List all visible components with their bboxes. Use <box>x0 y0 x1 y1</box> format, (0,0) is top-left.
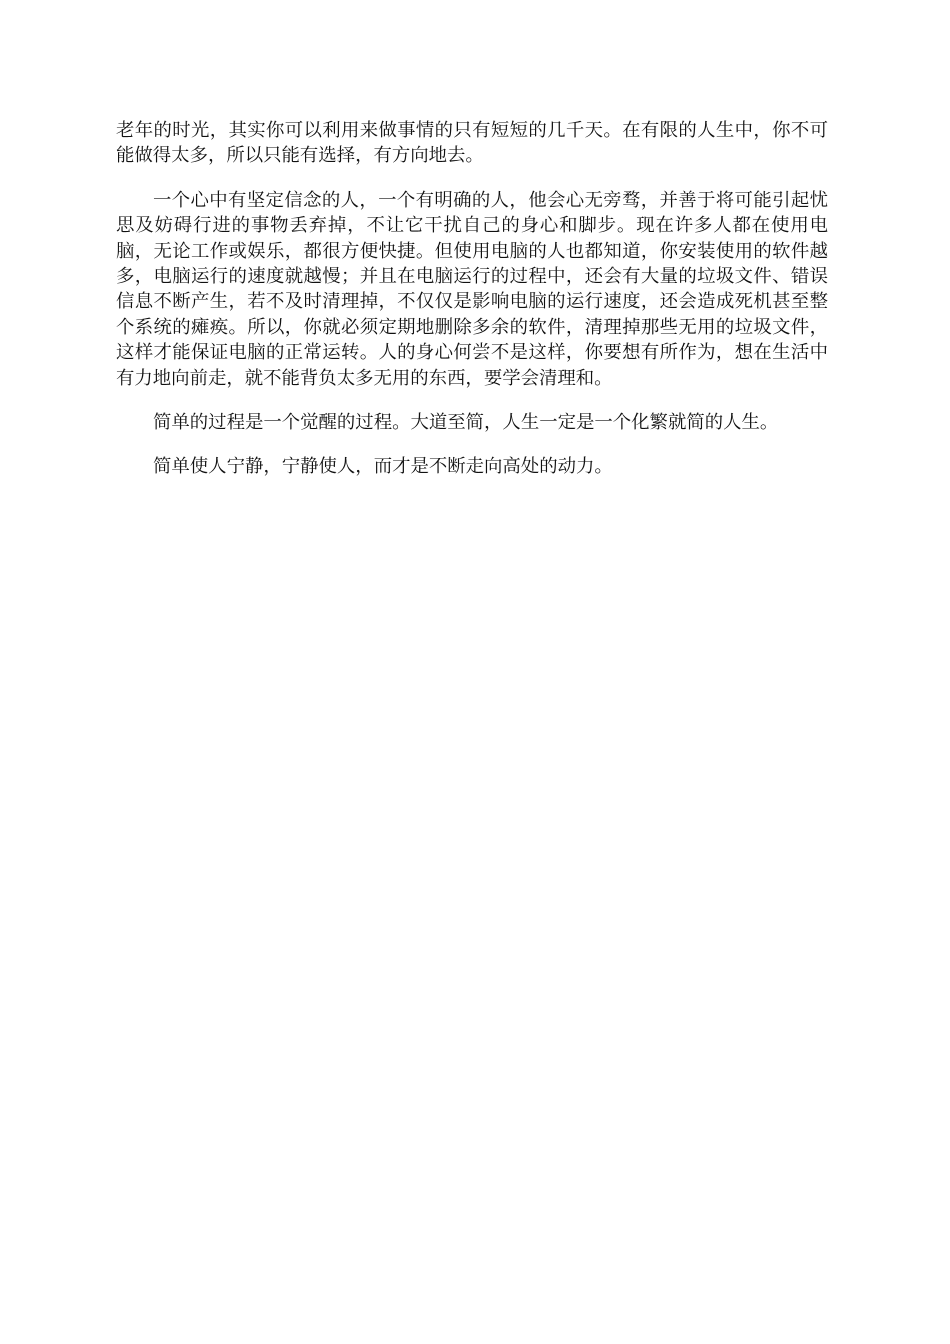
paragraph-1: 老年的时光，其实你可以利用来做事情的只有短短的几千天。在有限的人生中，你不可能做得太多，所以只能有选择，有方向地去。 <box>116 120 828 167</box>
paragraph-2: 一个心中有坚定信念的人，一个有明确的人，他会心无旁骛，并善于将可能引起忧思及妨碍行进的事物丢弃掉，不让它干扰自己的身心和脚步。现在许多人都在使用电脑，无论工作或娱乐，都很方便快捷。但使用电脑的人也都知道，你安装使用的软件越多，电脑运行的速度就越慢；并且在电脑运行的过程中，还会有大量的垃圾文件、错误信息不断产生，若不及时清理掉，不仅仅是影响电脑的运行速度，还会造成死机甚至整个系统的瘫痪。所以，你就必须定期地删除多余的软件，清理掉那些无用的垃圾文件，这样才能保证电脑的正常运转。人的身心何尝不是这样，你要想有所作为，想在生活中有力地向前走，就不能背负太多无用的东西，要学会清理和。 <box>116 189 828 389</box>
paragraph-3: 简单的过程是一个觉醒的过程。大道至简，人生一定是一个化繁就简的人生。 <box>153 412 779 434</box>
document-page <box>116 118 828 499</box>
paragraph-4: 简单使人宁静，宁静使人，而才是不断走向高处的动力。 <box>153 456 613 478</box>
